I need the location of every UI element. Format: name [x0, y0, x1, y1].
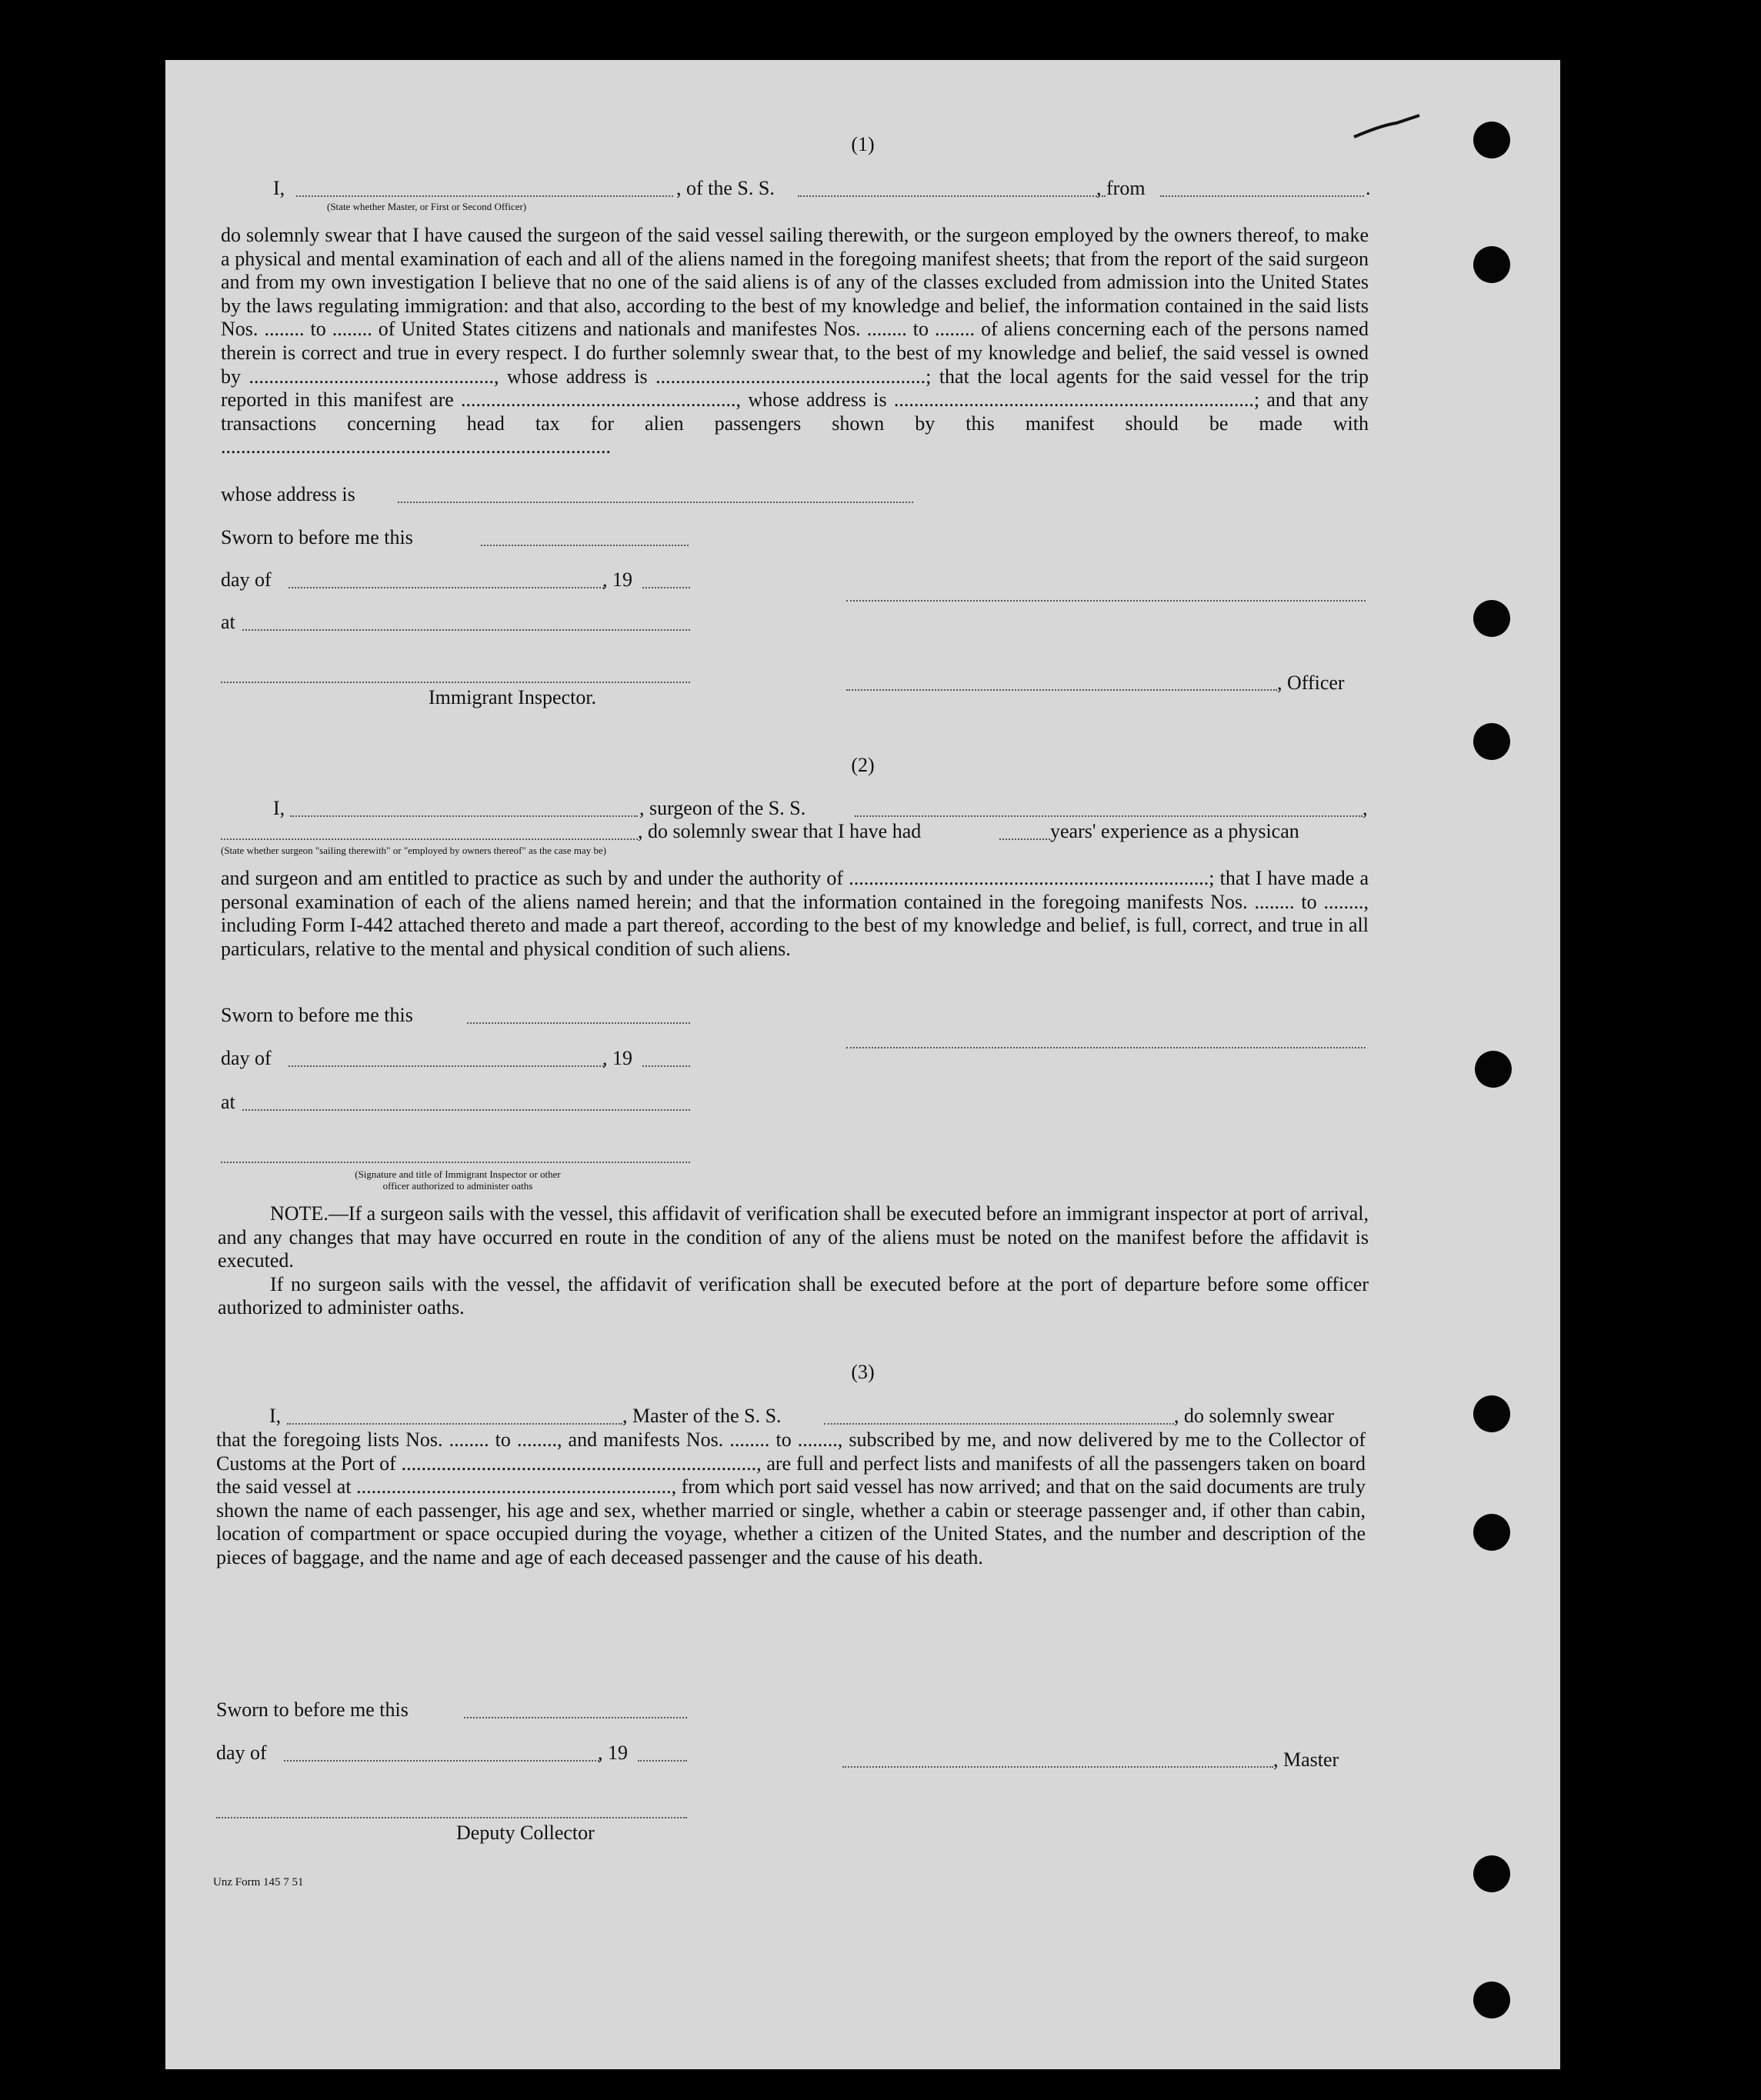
s3-sworn-field[interactable] — [464, 1717, 687, 1718]
s3-sworn-label: Sworn to before me this — [216, 1698, 409, 1721]
s2-sworn-label: Sworn to before me this — [221, 1004, 413, 1026]
s1-from-field[interactable] — [1160, 195, 1364, 197]
s3-master-sig-label: , Master — [1273, 1748, 1339, 1771]
s3-day-label: day of — [216, 1742, 267, 1764]
punch-hole-7 — [1473, 1514, 1510, 1551]
section-2-number: (2) — [851, 754, 875, 776]
s3-deputy-signature-field[interactable] — [216, 1817, 687, 1818]
s2-day-label: day of — [221, 1047, 272, 1069]
s3-swear-label: , do solemnly swear — [1174, 1405, 1334, 1427]
s1-day-field[interactable] — [288, 587, 604, 588]
s2-line-end: , — [1362, 797, 1368, 819]
s2-i-label: I, — [273, 797, 285, 819]
punch-hole-4 — [1473, 723, 1510, 760]
s1-officer-note: (State whether Master, or First or Second Officer) — [327, 201, 527, 212]
s1-address-label: whose address is — [221, 483, 355, 505]
s1-year-label: , 19 — [602, 568, 632, 591]
s1-sworn-label: Sworn to before me this — [221, 526, 413, 548]
s3-master-signature-field[interactable] — [842, 1766, 1273, 1768]
s2-signature-note-line1: (Signature and title of Immigrant Inspector or other — [355, 1168, 561, 1180]
s2-at-field[interactable] — [242, 1109, 690, 1111]
s3-master-label: , Master of the S. S. — [622, 1405, 782, 1427]
s1-body: do solemnly swear that I have caused the surgeon of the said vessel sailing therewith, or the surgeon employed by the owners thereof, to make a physical and mental examination of each and all of the aliens named in the foregoing manifest sheets; that from the report of the said surgeon and from my own investigation I believe that no one of the said aliens is of any of the classes excluded from admission into the United States by the laws regulating immigration: and that also, according to the best of my knowledge and belief, the information contained in the said lists Nos. ........ to ........ of United States citizens and nationals and manifestes Nos. ........ to ........ of aliens concerning each of the persons named therein is correct and true in every respect. I do further solemnly swear that, to the best of my knowledge and belief, the said vessel is owned by ................................................., whose address is ......................................................; that the local agents for the said vessel for the trip reported in this manifest are ......................................................., whose address is ........................................................................; and that any transactions concerning head tax for alien passengers shown by this manifest should be made with .............................................................................. — [221, 224, 1369, 458]
affidavit-form-page — [165, 60, 1560, 2069]
punch-hole-9 — [1473, 1982, 1510, 2018]
s2-body: and surgeon and am entitled to practice as such by and under the authority of ........................................................................; that I have made a personal examination of each of the aliens named herein; and that the information contained in the foregoing manifests Nos. ........ to ........, including Form I-442 attached thereto and made a part thereof, according to the best of my knowledge and belief, is full, correct, and true in all particulars, relative to the mental and physical condition of such aliens. — [221, 867, 1369, 960]
note-paragraph-2: If no surgeon sails with the vessel, the affidavit of verification shall be executed before at the port of departure before some officer authorized to administer oaths. — [218, 1272, 1369, 1319]
s1-officer-signature-field[interactable] — [846, 600, 1366, 602]
s1-address-field[interactable] — [398, 502, 913, 503]
s2-inspector-signature-field[interactable] — [221, 1162, 690, 1163]
s2-swear-label: , do solemnly swear that I have had — [638, 820, 922, 842]
s1-at-field[interactable] — [242, 629, 690, 631]
punch-hole-6 — [1473, 1395, 1510, 1432]
s2-years-field[interactable] — [999, 838, 1050, 840]
s1-year-field[interactable] — [642, 587, 690, 588]
s1-vessel-field[interactable] — [798, 195, 1106, 197]
s2-surgeon-label: , surgeon of the S. S. — [639, 797, 806, 819]
s1-at-label: at — [221, 611, 235, 633]
s3-year-label: , 19 — [598, 1742, 628, 1764]
s3-day-field[interactable] — [284, 1760, 599, 1762]
punch-hole-1 — [1473, 122, 1510, 158]
pen-mark-icon — [1350, 106, 1423, 145]
note-paragraph-1: NOTE.—If a surgeon sails with the vessel, this affidavit of verification shall be executed before an immigrant inspector at port of arrival, and any changes that may have occurred en route in the condition of any of the aliens must be noted on the manifest before the affidavit is executed. — [218, 1202, 1369, 1272]
s2-signature-note — [281, 1168, 635, 1192]
s1-sworn-field[interactable] — [481, 545, 689, 546]
note-block — [218, 1202, 1369, 1320]
s2-sworn-field[interactable] — [467, 1022, 690, 1024]
s3-year-field[interactable] — [638, 1760, 687, 1762]
punch-hole-3 — [1473, 600, 1510, 637]
s1-end-period: . — [1366, 177, 1371, 199]
s2-years-label: years' experience as a physican — [1050, 820, 1299, 842]
section-1-number: (1) — [851, 133, 875, 155]
s1-inspector-signature-field[interactable] — [221, 682, 690, 683]
s3-i-label: I, — [269, 1405, 282, 1427]
s2-year-label: , 19 — [602, 1047, 632, 1069]
section-3-number: (3) — [851, 1361, 875, 1383]
s1-officer-label: , Officer — [1277, 672, 1345, 694]
s2-surgeon-note: (State whether surgeon "sailing therewith" or "employed by owners thereof" as the case may be) — [221, 845, 607, 856]
s2-year-field[interactable] — [642, 1065, 690, 1067]
punch-hole-2 — [1473, 246, 1510, 283]
s1-i-label: I, — [273, 177, 285, 199]
s2-at-label: at — [221, 1091, 235, 1113]
punch-hole-5 — [1475, 1051, 1512, 1088]
s3-deputy-label: Deputy Collector — [456, 1822, 595, 1844]
s1-officer-name-field[interactable] — [296, 195, 673, 197]
s3-vessel-field[interactable] — [824, 1423, 1174, 1425]
s1-officer-name-sig-field[interactable] — [846, 689, 1277, 691]
s2-day-field[interactable] — [288, 1065, 604, 1067]
s1-day-label: day of — [221, 568, 272, 591]
s2-surgeon-signature-field[interactable] — [846, 1047, 1366, 1048]
punch-hole-8 — [1473, 1855, 1510, 1892]
s2-surgeon-name-field[interactable] — [290, 815, 638, 817]
s1-from-label: , from — [1096, 177, 1146, 199]
s2-surgeon-type-field[interactable] — [221, 838, 638, 840]
s2-vessel-field[interactable] — [855, 815, 1362, 817]
s1-of-ss-label: , of the S. S. — [676, 177, 775, 199]
form-identifier: Unz Form 145 7 51 — [213, 1876, 304, 1888]
s3-master-name-field[interactable] — [287, 1423, 622, 1425]
s2-signature-note-line2: officer authorized to administer oaths — [382, 1180, 533, 1192]
s3-body: that the foregoing lists Nos. ........ to ........, and manifests Nos. ........ to ........, subscribed by me, and now delivered by me to the Collector of Customs at the Port of ......................................................................., are full and perfect lists and manifests of all the passengers taken on board the said vessel at ..............................................................., from which port said vessel has now arrived; and that on the said documents are truly shown the name of each passenger, his age and sex, whether married or single, whether a cabin or steerage passenger and, if other than cabin, location of compartment or space occupied during the voyage, whether a citizen of the United States, and the number and description of the pieces of baggage, and the name and age of each deceased passenger and the cause of his death. — [216, 1428, 1366, 1568]
s1-inspector-label: Immigrant Inspector. — [429, 686, 597, 708]
